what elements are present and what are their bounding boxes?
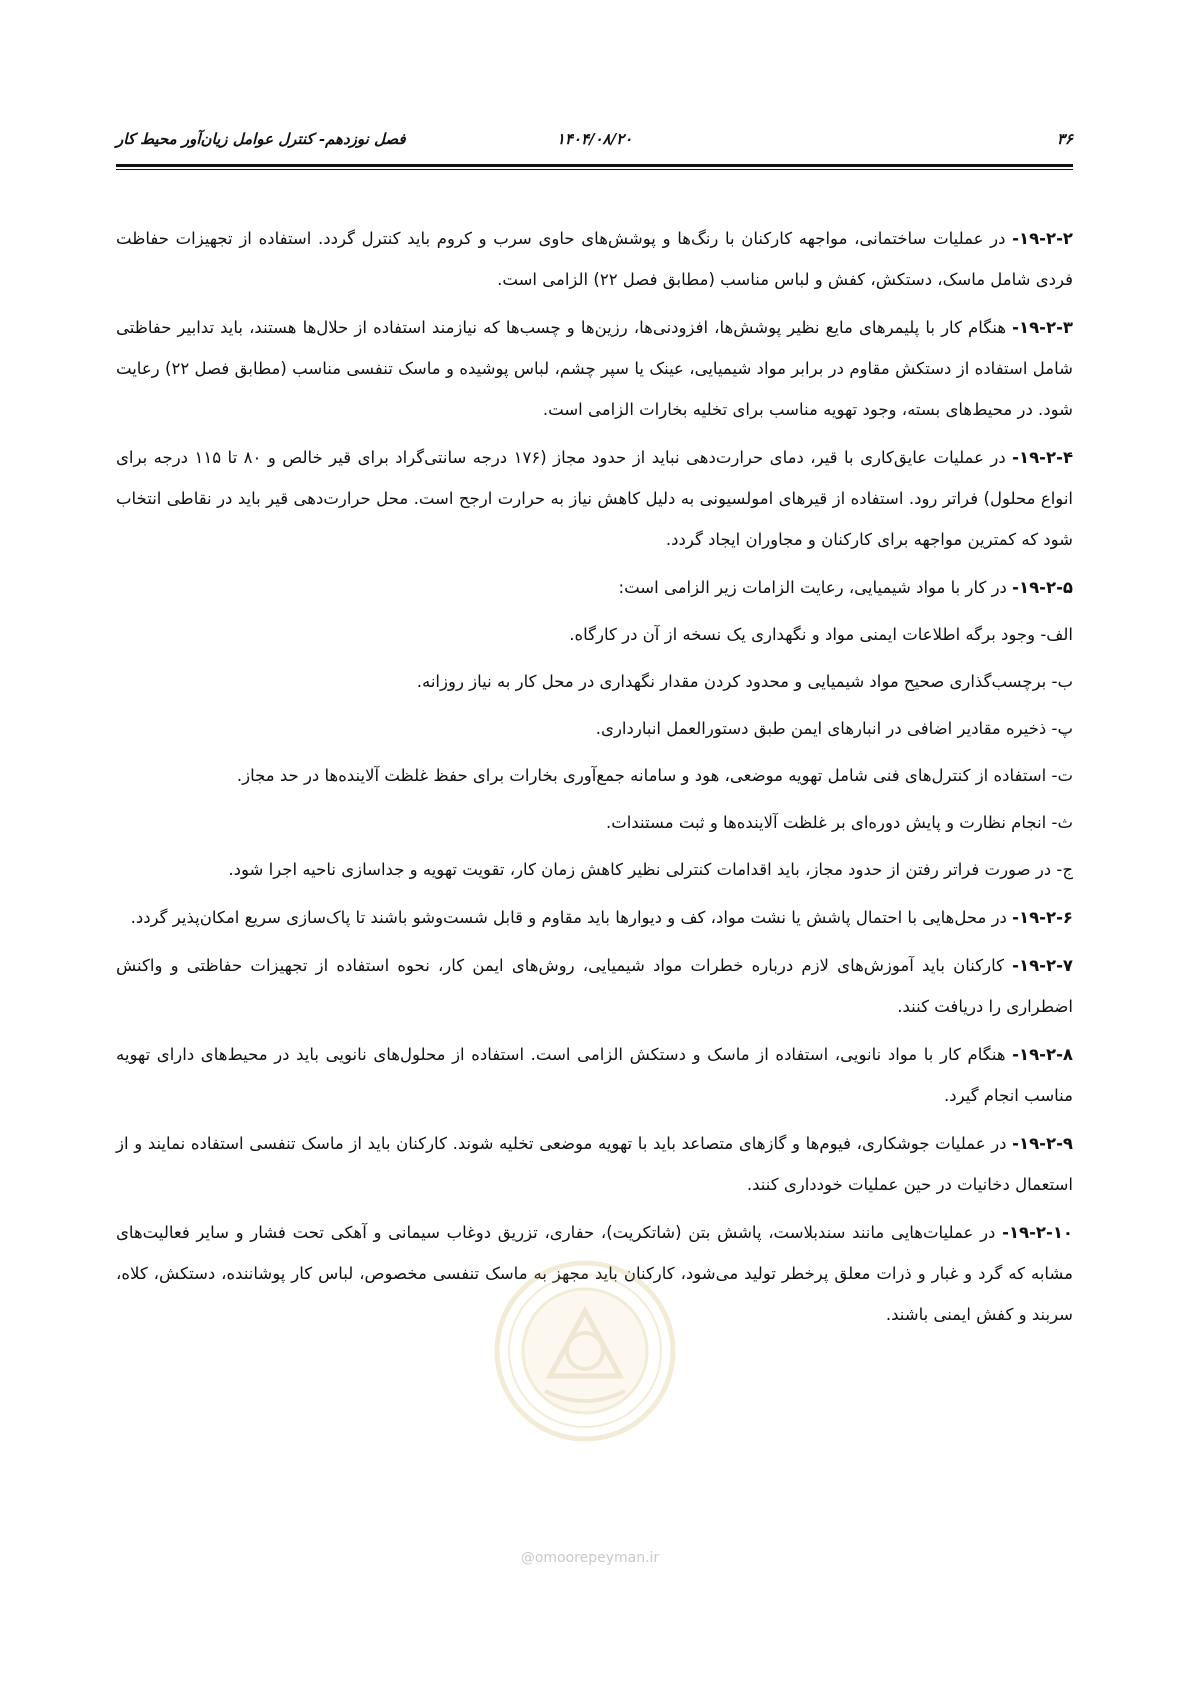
list-item-text: ت- استفاده از کنترل‌های فنی شامل تهویه موضعی، هود و سامانه جمع‌آوری بخارات برای حفظ غلظت آلاینده‌ها در حد مجاز. [236,766,1073,785]
seal-logo-icon [490,1256,680,1446]
clause-number: ۱۹-۲-۹- [1012,1134,1073,1153]
paragraph [116,437,1073,560]
paragraph [116,945,1073,1027]
header-date: ۱۴۰۴/۰۸/۲۰ [556,130,633,148]
list-item-text: الف- وجود برگه اطلاعات ایمنی مواد و نگهداری یک نسخه از آن در کارگاه. [569,625,1073,644]
list-item-text: ج- در صورت فراتر رفتن از حدود مجاز، باید اقدامات کنترلی نظیر کاهش زمان کار، تقویت تهویه و جداسازی ناحیه اجرا شود. [228,860,1073,879]
clause-number: ۱۹-۲-۲- [1012,229,1073,248]
list-item-text: ث- انجام نظارت و پایش دوره‌ای بر غلظت آلاینده‌ها و ثبت مستندات. [606,813,1073,832]
paragraph-text: کارکنان باید آموزش‌های لازم درباره خطرات مواد شیمیایی، روش‌های ایمن کار، نحوه استفاده از تجهیزات حفاظتی و واکنش اضطراری را دریافت کنند. [116,956,1073,1016]
paragraph-text: در عملیات جوشکاری، فیوم‌ها و گازهای متصاعد باید با تهویه موضعی تخلیه شوند. کارکنان باید از ماسک تنفسی استفاده نمایند و از استعمال دخانیات در حین عملیات خودداری کنند. [116,1134,1073,1194]
list-item-text: ب- برچسب‌گذاری صحیح مواد شیمیایی و محدود کردن مقدار نگهداری در محل کار به نیاز روزانه. [416,672,1073,691]
clause-number: ۱۹-۲-۷- [1012,956,1073,975]
document-body [116,218,1073,1342]
page-number: ۳۶ [1056,130,1073,148]
list-item [116,849,1073,890]
list-item-text: پ- ذخیره مقادیر اضافی در انبارهای ایمن طبق دستورالعمل انبارداری. [595,719,1073,738]
header-divider [116,164,1073,167]
paragraph [116,897,1073,938]
paragraph-text: در عملیات ساختمانی، مواجهه کارکنان با رنگ‌ها و پوشش‌های حاوی سرب و کروم باید کنترل گردد. استفاده از تجهیزات حفاظت فردی شامل ماسک، دستکش، کفش و لباس مناسب (مطابق فصل ۲۲) الزامی است. [116,229,1073,289]
paragraph [116,1123,1073,1205]
header-divider-thin [116,169,1073,170]
paragraph-text: در محل‌هایی با احتمال پاشش یا نشت مواد، کف و دیوارها باید مقاوم و قابل شست‌وشو باشند تا پاک‌سازی سریع امکان‌پذیر گردد. [130,908,1013,927]
page-header [116,128,1073,162]
clause-number: ۱۹-۲-۱۰- [1002,1223,1073,1242]
list-item [116,802,1073,843]
list-item [116,708,1073,749]
watermark-site: @omoorepeyman.ir [520,1550,660,1566]
clause-number: ۱۹-۲-۶- [1012,908,1073,927]
paragraph [116,307,1073,430]
paragraph-text: در عملیات عایق‌کاری با قیر، دمای حرارت‌دهی نباید از حدود مجاز (۱۷۶ درجه سانتی‌گراد برای قیر خالص و ۸۰ تا ۱۱۵ درجه برای انواع محلول) فراتر رود. استفاده از قیرهای امولسیونی به دلیل کاهش نیاز به حرارت ارجح است. محل حرارت‌دهی قیر باید در نقاطی انتخاب شود که کمترین مواجهه برای کارکنان و مجاوران ایجاد گردد. [116,448,1073,549]
list-item [116,614,1073,655]
clause-number: ۱۹-۲-۸- [1012,1045,1073,1064]
clause-number: ۱۹-۲-۳- [1012,318,1073,337]
paragraph [116,1034,1073,1116]
list-item [116,755,1073,796]
paragraph-text: هنگام کار با مواد نانویی، استفاده از ماسک و دستکش الزامی است. استفاده از محلول‌های نانویی باید در محیط‌های دارای تهویه مناسب انجام گیرد. [116,1045,1073,1105]
paragraph [116,567,1073,608]
paragraph-text: در عملیات‌هایی مانند سندبلاست، پاشش بتن (شاتکریت)، حفاری، تزریق دوغاب سیمانی و آهکی تحت فشار و سایر فعالیت‌های مشابه که گرد و غبار و ذرات معلق پرخطر تولید می‌شود، کارکنان باید مجهز به ماسک تنفسی مخصوص، لباس کار پوشاننده، دستکش، کلاه، سربند و کفش ایمنی باشند. [116,1223,1073,1324]
paragraph [116,218,1073,300]
clause-number: ۱۹-۲-۵- [1012,578,1073,597]
chapter-title: فصل نوزدهم- کنترل عوامل زیان‌آور محیط کار [116,130,406,148]
paragraph-text: در کار با مواد شیمیایی، رعایت الزامات زیر الزامی است: [618,578,1013,597]
paragraph-text: هنگام کار با پلیمرهای مایع نظیر پوشش‌ها، افزودنی‌ها، رزین‌ها و چسب‌ها که نیازمند استفاده از حلال‌ها هستند، باید تدابیر حفاظتی شامل استفاده از دستکش مقاوم در برابر مواد شیمیایی، عینک یا سپر چشم، لباس پوشیده و ماسک تنفسی مناسب (مطابق فصل ۲۲) رعایت شود. در محیط‌های بسته، وجود تهویه مناسب برای تخلیه بخارات الزامی است. [116,318,1073,419]
clause-number: ۱۹-۲-۴- [1012,448,1074,467]
list-item [116,661,1073,702]
